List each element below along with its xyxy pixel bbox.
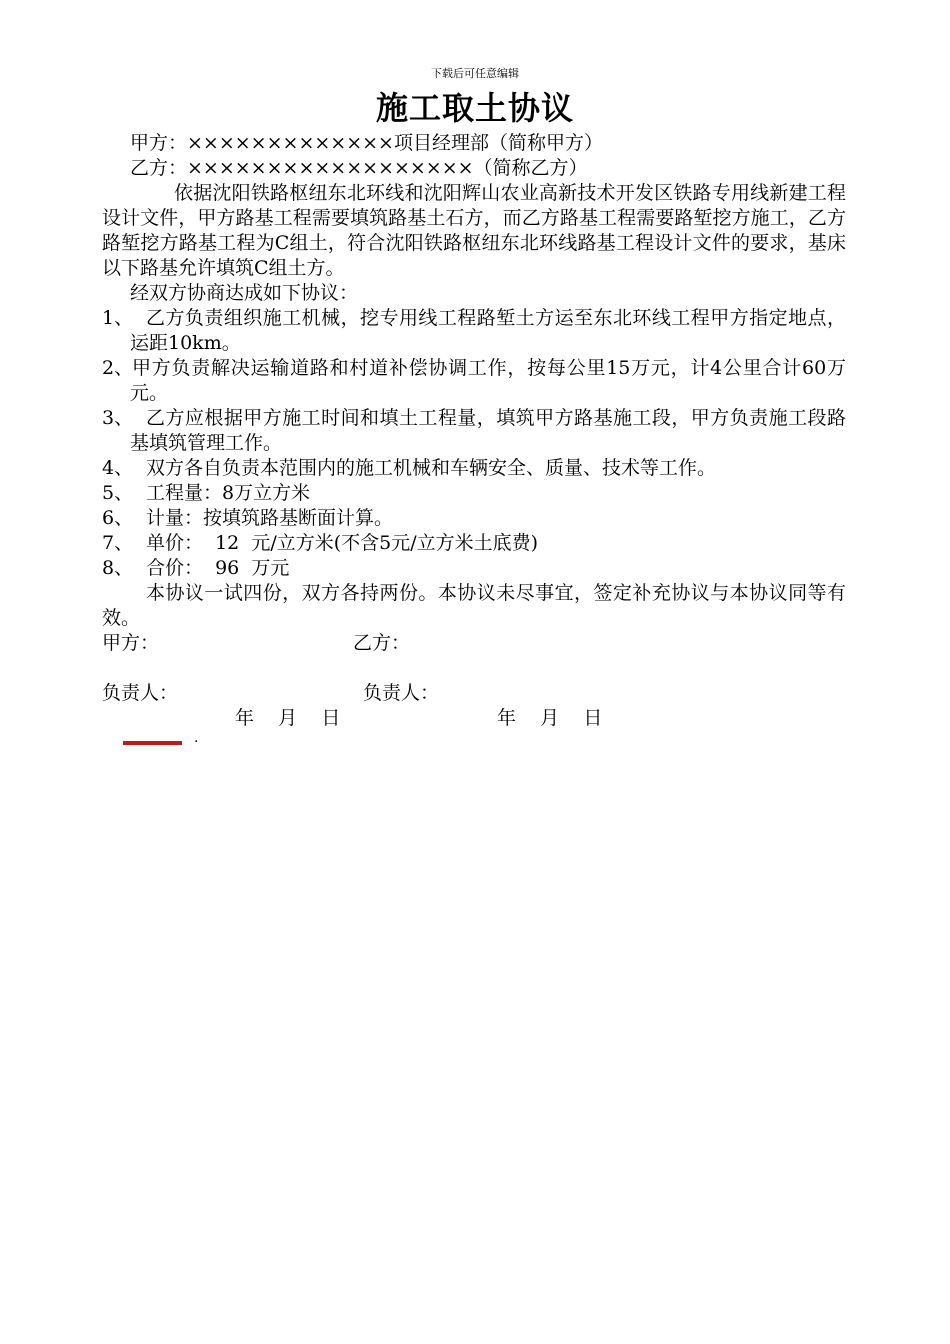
rep-b-label: 负责人：	[363, 682, 440, 704]
page-title: 施工取土协议	[375, 89, 574, 127]
list-item	[102, 306, 846, 356]
date-a: 年 月 日	[235, 707, 341, 729]
item-number: 1、	[102, 307, 134, 329]
list-item	[102, 456, 846, 481]
party-a-signature-label: 甲方：	[102, 632, 160, 654]
item-text: 计量：按填筑路基断面计算。	[146, 507, 394, 529]
item-number: 7、	[102, 532, 134, 554]
closing-paragraph: 本协议一试四份，双方各持两份。本协议未尽事宜，签定补充协议与本协议同等有效。	[102, 582, 846, 629]
item-text: 乙方应根据甲方施工时间和填土工程量，填筑甲方路基施工段，甲方负责施工段路基填筑管理工作。	[130, 407, 846, 454]
signature-rep-row	[102, 681, 846, 706]
agreement-intro: 经双方协商达成如下协议：	[130, 282, 359, 304]
list-item	[102, 481, 846, 506]
item-number: 8、	[102, 557, 134, 579]
document-body	[102, 131, 846, 731]
item-text: 乙方负责组织施工机械，挖专用线工程路堑土方运至东北环线工程甲方指定地点，运距10km。	[130, 307, 846, 354]
intro-paragraph: 依据沈阳铁路枢纽东北环线和沈阳辉山农业高新技术开发区铁路专用线新建工程设计文件，甲方路基工程需要填筑路基土石方，而乙方路基工程需要路堑挖方施工，乙方路堑挖方路基工程为C组土，符合沈阳铁路枢纽东北环线路基工程设计文件的要求，基床以下路基允许填筑C组土方。	[102, 182, 846, 279]
item-number: 6、	[102, 507, 134, 529]
item-text: 双方各自负责本范围内的施工机械和车辆安全、质量、技术等工作。	[146, 457, 717, 479]
party-b-signature-label: 乙方：	[353, 632, 411, 654]
footer-mark: .	[194, 730, 199, 746]
spacer	[102, 656, 846, 681]
item-number: 5、	[102, 482, 134, 504]
item-text: 单价： 12 元/立方米(不含5元/立方米土底费)	[146, 532, 539, 554]
list-item	[102, 356, 846, 406]
list-item	[102, 406, 846, 456]
date-b: 年 月 日	[497, 707, 603, 729]
item-number: 4、	[102, 457, 134, 479]
list-item	[102, 556, 846, 581]
party-a-line: 甲方：×××××××××××××项目经理部（简称甲方）	[130, 132, 603, 154]
red-decorative-bar	[123, 741, 182, 745]
signature-party-row	[102, 631, 846, 656]
signature-date-row	[102, 706, 846, 731]
list-item	[102, 531, 846, 556]
list-item	[102, 506, 846, 531]
item-text: 甲方负责解决运输道路和村道补偿协调工作，按每公里15万元，计4公里合计60万元。	[130, 357, 846, 404]
rep-a-label: 负责人：	[102, 682, 179, 704]
item-text: 合价： 96 万元	[146, 557, 290, 579]
party-b-line: 乙方：××××××××××××××××××（简称乙方）	[130, 157, 588, 179]
item-number: 3、	[102, 407, 134, 429]
header-note: 下载后可任意编辑	[431, 67, 519, 80]
item-text: 工程量：8万立方米	[146, 482, 311, 504]
item-number: 2、	[102, 357, 134, 379]
